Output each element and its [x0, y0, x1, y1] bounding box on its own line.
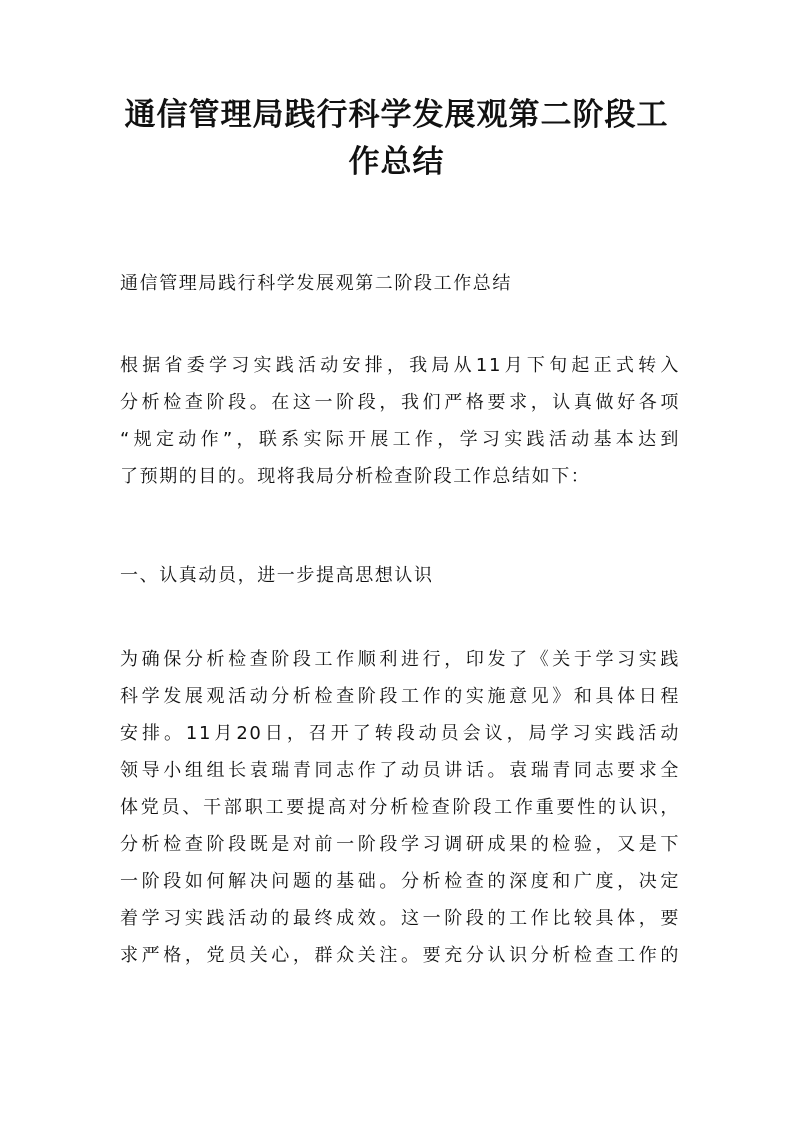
paragraph-line: 求严格，党员关心，群众关注。要充分认识分析检查工作的: [120, 945, 680, 966]
title-line: 通信管理局践行科学发展观第二阶段工: [124, 97, 669, 133]
document-subtitle: [120, 265, 680, 302]
document-title: [100, 92, 693, 186]
intro-paragraph: [120, 347, 680, 495]
section-heading: [120, 557, 680, 594]
paragraph-line: 安排。11月20日，召开了转段动员会议，局学习实践活动: [120, 723, 680, 744]
paragraph-line: 一阶段如何解决问题的基础。分析检查的深度和广度，决定: [120, 871, 680, 892]
paragraph-line: 领导小组组长袁瑞青同志作了动员讲话。袁瑞青同志要求全: [120, 760, 680, 781]
paragraph-line: 了预期的目的。现将我局分析检查阶段工作总结如下：: [120, 466, 591, 487]
paragraph-line: 体党员、干部职工要提高对分析检查阶段工作重要性的认识，: [120, 797, 680, 818]
paragraph-line: 为确保分析检查阶段工作顺利进行，印发了《关于学习实践: [120, 649, 680, 670]
paragraph-line: 分析检查阶段。在这一阶段，我们严格要求，认真做好各项: [120, 392, 680, 413]
paragraph-line: 分析检查阶段既是对前一阶段学习调研成果的检验，又是下: [120, 834, 680, 855]
title-line: 作总结: [348, 144, 445, 180]
section-heading-text: 一、认真动员，进一步提高思想认识: [120, 565, 434, 586]
paragraph-line: “规定动作”，联系实际开展工作，学习实践活动基本达到: [120, 429, 680, 450]
paragraph-line: 根据省委学习实践活动安排，我局从11月下旬起正式转入: [120, 355, 680, 376]
paragraph-line: 科学发展观活动分析检查阶段工作的实施意见》和具体日程: [120, 686, 680, 707]
section-paragraph: [120, 641, 680, 974]
paragraph-line: 着学习实践活动的最终成效。这一阶段的工作比较具体，要: [120, 908, 680, 929]
subtitle-line: 通信管理局践行科学发展观第二阶段工作总结: [120, 273, 512, 294]
